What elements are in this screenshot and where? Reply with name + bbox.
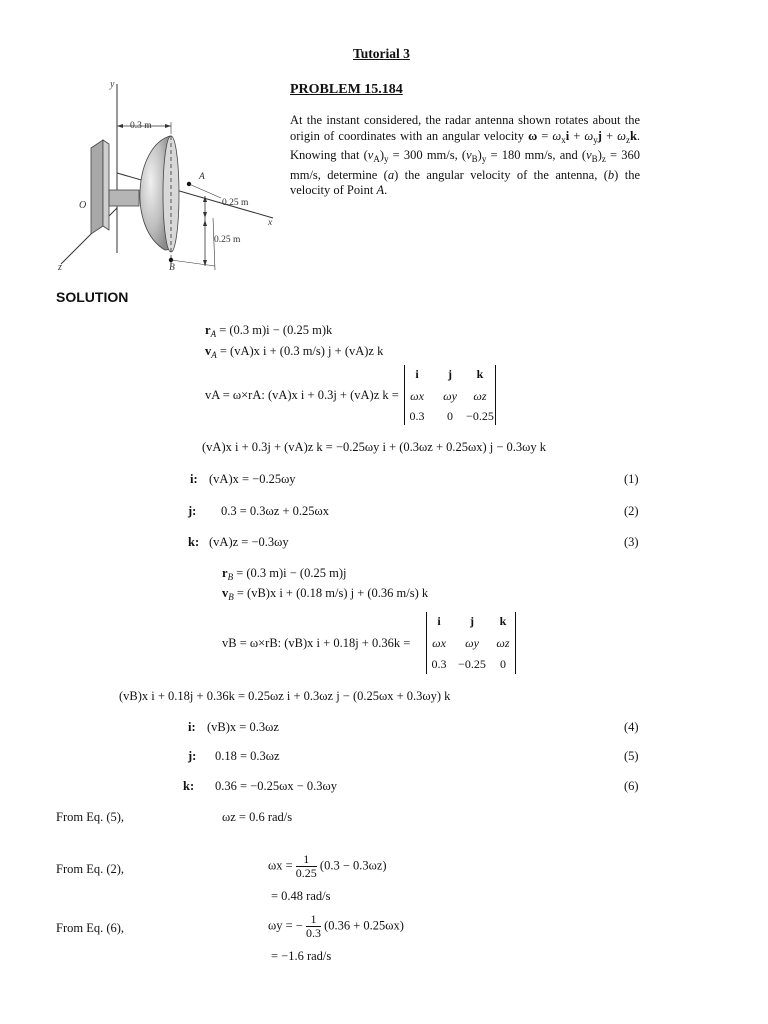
- eq6-number: (6): [624, 779, 639, 793]
- eq4: (vB)x = 0.3ωz: [207, 720, 279, 734]
- figure-label-x: x: [268, 218, 273, 228]
- eq6-label: k:: [183, 779, 195, 793]
- eq5-label: j:: [188, 749, 197, 763]
- eq1-number: (1): [624, 472, 639, 486]
- page-title: Tutorial 3: [353, 46, 410, 61]
- from-eq2-result: = 0.48 rad/s: [271, 889, 331, 903]
- radar-antenna-figure: [55, 78, 280, 278]
- eq1: (vA)x = −0.25ωy: [209, 472, 296, 486]
- eq-expand-a: (vA)x i + 0.3j + (vA)z k = −0.25ωy i + (0.3ωz + 0.25ωx) j − 0.3ωy k: [202, 440, 547, 454]
- eq5-number: (5): [624, 749, 639, 763]
- eq2-label: j:: [188, 504, 197, 518]
- from-eq5-result: ωz = 0.6 rad/s: [222, 810, 293, 824]
- eq4-number: (4): [624, 720, 639, 734]
- figure-dim-025-bottom: 0.25 m: [214, 235, 241, 245]
- eq4-label: i:: [188, 720, 196, 734]
- eq-vb-cross-lhs: vB = ω×rB: (vB)x i + 0.18j + 0.36k =: [222, 636, 411, 650]
- eq-vb: $v_B = (vB)x$ i + (0.18 m/s) j + (0.36 m/s) k: [222, 586, 429, 602]
- eq1-label: i:: [190, 472, 198, 486]
- problem-statement: At the instant considered, the radar antenna shown rotates about the origin of coordinates with an angular velocity $\omega = \omega_xi + \omega_yj + \omega_zk$. Knowing that $(v_A)_y = 300$ mm/s, $(v_B)_y = 180$ mm/s, and $(v_B)_z = 360$ mm/s, determine (a) the angular velocity of the antenna, (b) the velocity of Point A.: [290, 113, 641, 197]
- eq3: (vA)z = −0.3ωy: [209, 535, 289, 549]
- determinant-b: i j k ωx ωy ωz 0.3 −0.25 0: [426, 612, 516, 674]
- from-eq2-expression: ωx = $\frac{1}{0.25}$ (0.3 − 0.3ωz): [268, 852, 387, 880]
- eq-va: $v_A = (vA)x$ i + (0.3 m/s) j + (vA)z k: [205, 344, 384, 360]
- figure-label-b: B: [169, 263, 175, 273]
- eq2: 0.3 = 0.3ωz + 0.25ωx: [221, 504, 329, 518]
- figure-dim-025-top: 0.25 m: [222, 198, 249, 208]
- eq-ra: $r_A = (0.3$ m)i − (0.25 m)k: [205, 323, 333, 339]
- eq5: 0.18 = 0.3ωz: [215, 749, 280, 763]
- figure-label-z: z: [58, 262, 62, 273]
- figure-label-a: A: [199, 172, 205, 182]
- figure-dim-03: 0.3 m: [130, 121, 152, 131]
- figure-label-y: y: [110, 79, 115, 90]
- problem-heading: PROBLEM 15.184: [290, 82, 403, 97]
- eq-va-cross-lhs: vA = ω×rA: (vA)x i + 0.3j + (vA)z k =: [205, 388, 399, 402]
- eq2-number: (2): [624, 504, 639, 518]
- from-eq2-label: From Eq. (2),: [56, 862, 125, 876]
- eq3-number: (3): [624, 535, 639, 549]
- mounting-plate: [91, 140, 103, 234]
- eq-rb: $r_B = (0.3$ m)i − (0.25 m)j: [222, 566, 347, 582]
- eq3-label: k:: [188, 535, 200, 549]
- determinant-a: i j k ωx ωy ωz 0.3 0 −0.25: [404, 365, 496, 425]
- eq6: 0.36 = −0.25ωx − 0.3ωy: [215, 779, 337, 793]
- solution-heading: SOLUTION: [56, 289, 129, 305]
- from-eq6-result: = −1.6 rad/s: [271, 949, 332, 963]
- from-eq6-expression: ωy = − $\frac{1}{0.3}$ (0.36 + 0.25ωx): [268, 912, 404, 940]
- antenna-shaft: [109, 190, 139, 206]
- from-eq5-label: From Eq. (5),: [56, 810, 125, 824]
- eq-expand-b: (vB)x i + 0.18j + 0.36k = 0.25ωz i + 0.3ωz j − (0.25ωx + 0.3ωy) k: [119, 689, 451, 703]
- from-eq6-label: From Eq. (6),: [56, 921, 125, 935]
- figure-label-o: O: [79, 200, 87, 211]
